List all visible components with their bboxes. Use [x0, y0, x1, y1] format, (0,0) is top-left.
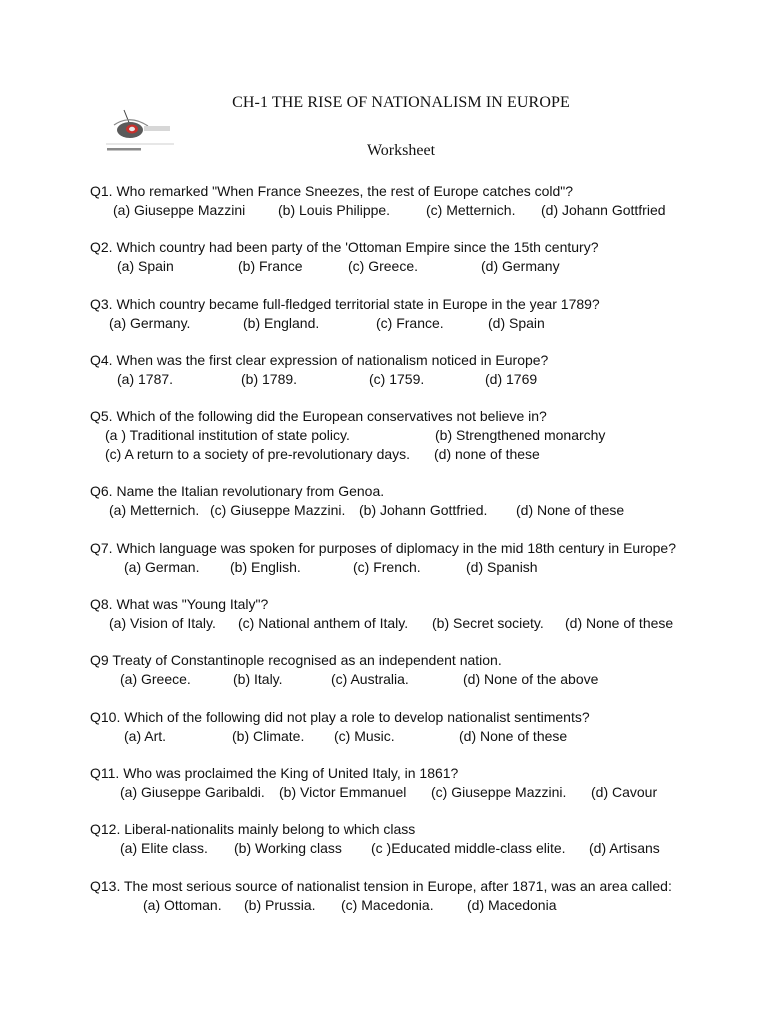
question-text: Q3. Which country became full-fledged territorial state in Europe in the year 1789? [90, 295, 600, 312]
question-text: Q8. What was "Young Italy"? [90, 596, 269, 613]
question-5 [90, 407, 730, 482]
question-text: Q2. Which country had been party of the 'Ottoman Empire since the 15th century? [90, 239, 599, 256]
option-row [90, 501, 730, 520]
option-row [90, 839, 730, 858]
option-grid [90, 426, 730, 464]
option-row [90, 370, 730, 389]
option-d[interactable]: (d) Germany [481, 258, 560, 275]
question-9 [90, 651, 730, 707]
option-d[interactable]: (d) 1769 [485, 370, 538, 387]
option-b[interactable]: (b) Italy. [233, 671, 283, 688]
question-text: Q1. Who remarked "When France Sneezes, the rest of Europe catches cold"? [90, 183, 574, 199]
option-a[interactable]: (a) Spain [117, 258, 174, 275]
question-text: Q4. When was the first clear expression of nationalism noticed in Europe? [90, 351, 549, 368]
question-13 [90, 877, 730, 933]
option-a[interactable]: (a) 1787. [117, 370, 174, 387]
option-a[interactable]: (a) Germany. [109, 314, 191, 331]
option-d[interactable]: (d) None of these [459, 727, 568, 744]
option-b[interactable]: (b) Secret society. [432, 615, 544, 632]
option-a[interactable]: (a) Ottoman. [143, 896, 222, 913]
option-a[interactable]: (a) Art. [124, 727, 167, 744]
option-d[interactable]: (d) Johann Gottfried [541, 202, 666, 218]
option-c[interactable]: (c) Metternich. [426, 202, 516, 218]
question-text: Q12. Liberal-nationalits mainly belong to which class [90, 821, 416, 838]
question-7 [90, 539, 730, 595]
option-b[interactable]: (b) Louis Philippe. [278, 202, 391, 218]
option-c[interactable]: (c) Australia. [331, 671, 409, 688]
option-c[interactable]: (c) French. [353, 558, 421, 575]
option-b[interactable]: (b) Climate. [232, 727, 305, 744]
option-a[interactable]: (a) Elite class. [120, 840, 208, 857]
option-a[interactable]: (a) Vision of Italy. [109, 615, 216, 632]
option-b[interactable]: (b) Victor Emmanuel [279, 783, 407, 800]
option-b[interactable]: (b) English. [230, 558, 301, 575]
option-d[interactable]: (d) Cavour [591, 783, 658, 800]
option-c[interactable]: (c) 1759. [369, 370, 425, 387]
question-6 [90, 482, 730, 538]
option-row [90, 558, 730, 577]
option-row [90, 896, 730, 915]
option-d[interactable]: (d) None of these [516, 502, 625, 519]
option-c[interactable]: (c) Giuseppe Mazzini. [210, 502, 346, 519]
question-text: Q5. Which of the following did the European conservatives not believe in? [90, 408, 547, 425]
option-d[interactable]: (d) Spain [488, 314, 545, 331]
question-text: Q10. Which of the following did not play a role to develop nationalist sentiments? [90, 708, 590, 725]
question-text: Q7. Which language was spoken for purposes of diplomacy in the mid 18th century in Europe? [90, 539, 676, 556]
option-b[interactable]: (b) Prussia. [244, 896, 316, 913]
option-a[interactable]: (a) Giuseppe Garibaldi. [120, 783, 265, 800]
option-a[interactable]: (a) Greece. [120, 671, 191, 688]
option-c[interactable]: (c) A return to a society of pre-revolutionary days. [105, 446, 411, 463]
option-row [90, 614, 730, 633]
option-row [90, 783, 730, 802]
question-11 [90, 764, 730, 820]
option-d[interactable]: (d) Artisans [589, 840, 660, 857]
page-subtitle: Worksheet [366, 142, 436, 159]
option-row [90, 670, 730, 689]
option-a[interactable]: (a) German. [124, 558, 200, 575]
option-row [90, 727, 730, 746]
option-b[interactable]: (b) Johann Gottfried. [359, 502, 488, 519]
option-c[interactable]: (c )Educated middle-class elite. [371, 840, 566, 857]
question-2 [90, 238, 730, 294]
option-b[interactable]: (b) England. [243, 314, 320, 331]
page-title: CH-1 THE RISE OF NATIONALISM IN EUROPE [232, 94, 570, 111]
option-c[interactable]: (c) Greece. [348, 258, 419, 275]
question-12 [90, 820, 730, 876]
option-d[interactable]: (d) None of the above [463, 671, 599, 688]
option-c[interactable]: (c) Giuseppe Mazzini. [431, 783, 567, 800]
option-row [90, 257, 730, 276]
option-c[interactable]: (c) France. [376, 314, 444, 331]
question-text: Q13. The most serious source of nationalist tension in Europe, after 1871, was an area called: [90, 877, 672, 894]
option-a[interactable]: (a) Giuseppe Mazzini [113, 202, 246, 218]
question-1 [90, 182, 730, 238]
option-c[interactable]: (c) Music. [334, 727, 395, 744]
option-d[interactable]: (d) None of these [565, 615, 674, 632]
option-b[interactable]: (b) 1789. [241, 370, 298, 387]
question-text: Q9 Treaty of Constantinople recognised as an independent nation. [90, 652, 502, 669]
question-4 [90, 351, 730, 407]
option-row [90, 314, 730, 333]
question-list [90, 182, 730, 933]
option-row [90, 201, 730, 220]
option-d[interactable]: (d) none of these [434, 446, 540, 463]
question-text: Q11. Who was proclaimed the King of United Italy, in 1861? [90, 764, 459, 781]
option-b[interactable]: (b) Working class [234, 840, 342, 857]
question-8 [90, 595, 730, 651]
question-text: Q6. Name the Italian revolutionary from Genoa. [90, 483, 385, 500]
option-d[interactable]: (d) Spanish [466, 558, 538, 575]
option-c[interactable]: (c) Macedonia. [341, 896, 434, 913]
option-d[interactable]: (d) Macedonia [467, 896, 557, 913]
question-3 [90, 295, 730, 351]
question-10 [90, 708, 730, 764]
option-b[interactable]: (b) Strengthened monarchy [435, 427, 606, 444]
option-b[interactable]: (b) France [238, 258, 303, 275]
option-c[interactable]: (c) National anthem of Italy. [238, 615, 409, 632]
option-a[interactable]: (a ) Traditional institution of state policy. [105, 427, 350, 444]
option-a[interactable]: (a) Metternich. [109, 502, 200, 519]
